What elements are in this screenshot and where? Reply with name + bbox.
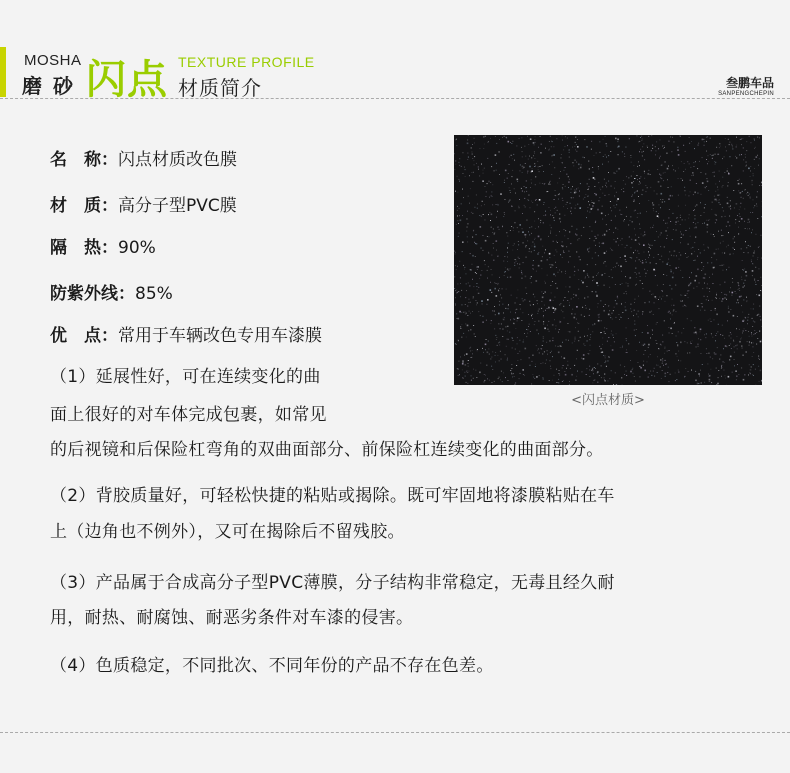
paragraph-line: （4）色质稳定，不同批次、不同年份的产品不存在色差。	[50, 656, 494, 676]
paragraph-line: 用，耐热、耐腐蚀、耐恶劣条件对车漆的侵害。	[50, 608, 414, 628]
spec-label: 防紫外线：	[50, 284, 135, 304]
company-logo	[718, 74, 774, 97]
spec-uv	[50, 279, 173, 304]
image-caption: <闪点材质>	[571, 393, 645, 408]
glitter-texture	[454, 135, 762, 385]
company-name-en: SANPENGCHEPIN	[718, 91, 774, 97]
subtitle-en: TEXTURE PROFILE	[178, 54, 315, 70]
paragraph-line: （2）背胶质量好，可轻松快捷的粘贴或揭除。既可牢固地将漆膜粘贴在车	[50, 486, 615, 506]
spec-name	[50, 145, 237, 170]
spec-label: 优 点：	[50, 326, 118, 346]
spec-label: 材 质：	[50, 196, 118, 216]
paragraph-line: 上（边角也不例外），又可在揭除后不留残胶。	[50, 522, 405, 542]
paragraph-line: 的后视镜和后保险杠弯角的双曲面部分、前保险杠连续变化的曲面部分。	[50, 440, 604, 460]
spec-material	[50, 191, 237, 216]
divider-top	[0, 98, 790, 99]
page-title: 闪点	[86, 57, 168, 103]
brand-cn-small: 磨 砂	[22, 74, 75, 98]
material-sample-image	[454, 135, 762, 385]
spec-value: 90%	[118, 238, 156, 258]
spec-label: 隔 热：	[50, 238, 118, 258]
paragraph-line: （3）产品属于合成高分子型PVC薄膜，分子结构非常稳定，无毒且经久耐	[50, 573, 615, 593]
paragraph-line: 面上很好的对车体完成包裹，如常见	[50, 405, 327, 425]
spec-insulation	[50, 233, 156, 258]
spec-value: 常用于车辆改色专用车漆膜	[118, 326, 322, 346]
spec-value: 85%	[135, 284, 173, 304]
company-name-cn: 叁鹏车品	[725, 76, 774, 90]
divider-bottom	[0, 732, 790, 733]
subtitle-cn: 材质简介	[178, 76, 262, 100]
spec-advantage	[50, 321, 322, 346]
paragraph-line: （1）延展性好，可在连续变化的曲	[50, 367, 321, 387]
brand-en-small: MOSHA	[24, 52, 82, 69]
accent-bar	[0, 47, 6, 97]
spec-value: 高分子型PVC膜	[118, 196, 237, 216]
spec-value: 闪点材质改色膜	[118, 150, 237, 170]
spec-label: 名 称：	[50, 150, 118, 170]
